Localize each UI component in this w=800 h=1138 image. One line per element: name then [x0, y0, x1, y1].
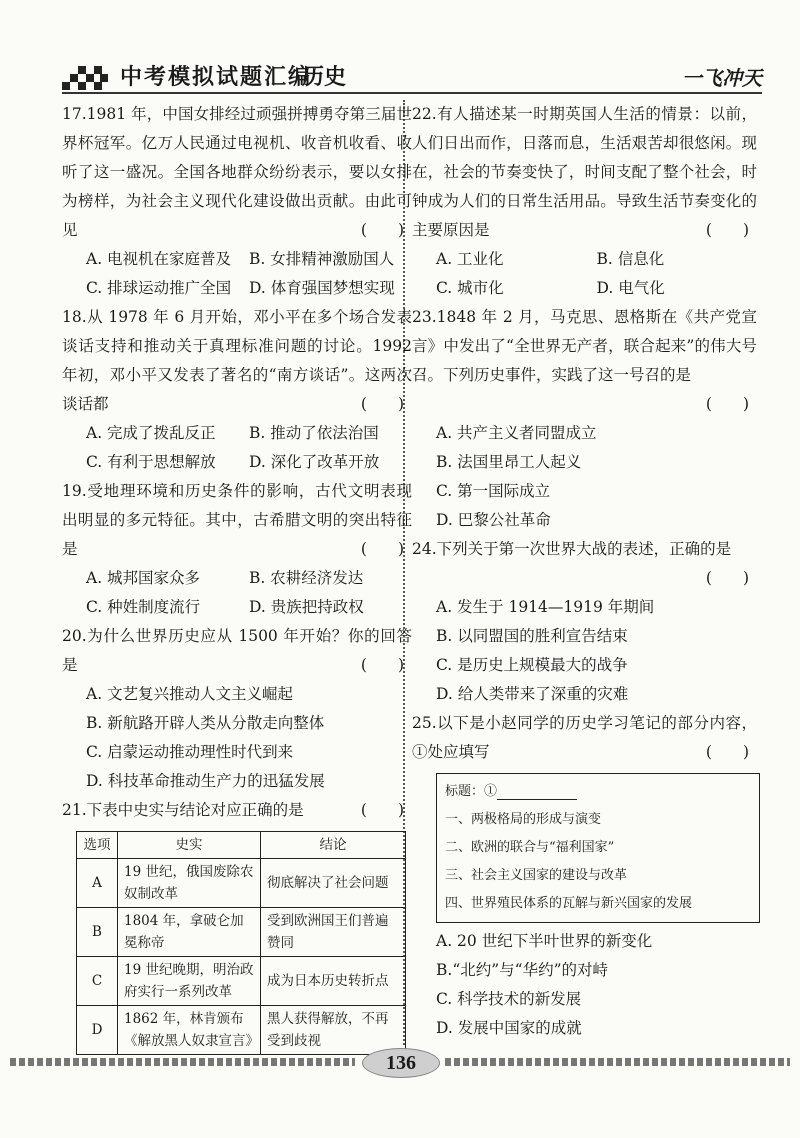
note-line: 二、欧洲的联合与“福利国家” — [445, 840, 615, 855]
table-row — [77, 908, 406, 957]
option-a[interactable]: A. 共产主义者同盟成立 — [436, 424, 597, 442]
option-a[interactable]: A. 20 世纪下半叶世界的新变化 — [436, 932, 653, 950]
table-row — [77, 957, 406, 1006]
option-c[interactable]: C. 城市化 — [436, 279, 504, 297]
answer-paren[interactable]: ( ) — [360, 221, 404, 239]
question-stem: 20.为什么世界历史应从 1500 年开始？你的回答是 ( ) — [62, 622, 412, 680]
column-header: 史实 — [118, 832, 261, 859]
table-cell: B — [77, 908, 118, 957]
answer-paren[interactable]: ( ) — [705, 221, 749, 239]
question-17 — [62, 100, 412, 303]
option-b[interactable]: B. 推动了依法治国 — [249, 424, 379, 442]
table-cell: 1804 年，拿破仑加冕称帝 — [118, 908, 261, 957]
question-stem: 19.受地理环境和历史条件的影响，古代文明表现出明显的多元特征。其中，古希腊文明的突出特征是 ( ) — [62, 477, 412, 564]
subject-title: 历史 — [302, 64, 347, 90]
option-b[interactable]: B. 女排精神激励国人 — [249, 250, 395, 268]
table-cell: C — [77, 957, 118, 1006]
option-a[interactable]: A. 电视机在家庭普及 — [86, 250, 232, 268]
table-cell: A — [77, 859, 118, 908]
footer-pattern — [10, 1058, 355, 1066]
option-d[interactable]: D. 科技革命推动生产力的迅猛发展 — [86, 772, 325, 790]
answer-paren[interactable]: ( ) — [360, 395, 404, 413]
question-stem: 18.从 1978 年 6 月开始，邓小平在多个场合发表谈话支持和推动关于真理标准问题的讨论。1992 年初，邓小平又发表了著名的“南方谈话”。这两次谈话都 ( ) — [62, 303, 412, 419]
brand-logo: 一飞冲天 — [682, 66, 762, 90]
question-stem: 25.以下是小赵同学的历史学习笔记的部分内容，①处应填写 ( ) — [412, 709, 757, 767]
table-cell: 黑人获得解放，不再受到歧视 — [261, 1006, 406, 1055]
question-stem: 17.1981 年，中国女排经过顽强拼搏勇夺第三届世界杯冠军。亿万人民通过电视机、收音机收看、收听了这一盛况。全国各地群众纷纷表示，要以女排为榜样，为社会主义现代化建设做出贡献。由此可见 ( ) — [62, 100, 412, 245]
option-d[interactable]: D. 给人类带来了深重的灾难 — [436, 685, 629, 703]
answer-paren[interactable]: ( ) — [705, 395, 749, 413]
option-b[interactable]: B. 新航路开辟人类从分散走向整体 — [86, 714, 325, 732]
answer-paren[interactable]: ( ) — [360, 540, 404, 558]
option-a[interactable]: A. 城邦国家众多 — [86, 569, 201, 587]
note-line: 一、两极格局的形成与演变 — [445, 812, 602, 827]
option-c[interactable]: C. 科学技术的新发展 — [436, 990, 582, 1008]
option-d[interactable]: D. 贵族把持政权 — [249, 598, 364, 616]
option-b[interactable]: B. 农耕经济发达 — [249, 569, 364, 587]
table-cell: 成为日本历史转折点 — [261, 957, 406, 1006]
question-19 — [62, 477, 412, 622]
table-cell: 1862 年，林肯颁布《解放黑人奴隶宣言》 — [118, 1006, 261, 1055]
question-24 — [412, 535, 757, 709]
option-c[interactable]: C. 第一国际成立 — [436, 482, 551, 500]
option-b[interactable]: B. 信息化 — [596, 250, 665, 268]
option-d[interactable]: D. 发展中国家的成就 — [436, 1019, 582, 1037]
option-c[interactable]: C. 是历史上规模最大的战争 — [436, 656, 628, 674]
option-d[interactable]: D. 电气化 — [596, 279, 665, 297]
table-cell: 彻底解决了社会问题 — [261, 859, 406, 908]
option-a[interactable]: A. 发生于 1914—1919 年期间 — [436, 598, 655, 616]
question-23 — [412, 303, 757, 535]
option-d[interactable]: D. 巴黎公社革命 — [436, 511, 551, 529]
question-18 — [62, 303, 412, 477]
option-c[interactable]: C. 启蒙运动推动理性时代到来 — [86, 743, 294, 761]
note-line: 三、社会主义国家的建设与改革 — [445, 868, 628, 883]
option-a[interactable]: A. 文艺复兴推动人文主义崛起 — [86, 685, 294, 703]
option-c[interactable]: C. 排球运动推广全国 — [86, 279, 232, 297]
footer-pattern — [445, 1058, 790, 1066]
question-20 — [62, 622, 412, 796]
table-cell: 受到欧洲国王们普遍赞同 — [261, 908, 406, 957]
book-title: 中考模拟试题汇编 — [120, 64, 313, 90]
table-cell: D — [77, 1006, 118, 1055]
page-number: 136 — [362, 1048, 440, 1078]
right-column — [412, 100, 757, 1043]
checker-logo-icon — [62, 62, 108, 90]
answer-paren[interactable]: ( ) — [705, 569, 749, 587]
page-footer — [0, 1048, 800, 1078]
question-22 — [412, 100, 757, 303]
question-stem: 21.下表中史实与结论对应正确的是 ( ) — [62, 796, 412, 825]
header-rule — [62, 92, 762, 94]
question-21 — [62, 796, 412, 1055]
option-b[interactable]: B.“北约”与“华约”的对峙 — [436, 961, 609, 979]
option-b[interactable]: B. 以同盟国的胜利宣告结束 — [436, 627, 628, 645]
question-stem: 22.有人描述某一时期英国人生活的情景：以前，人们日出而作，日落而息，生活艰苦却很悠闲。现在，社会的节奏变快了，时间支配了整个社会，时钟成为人们的日常生活用品。导致生活节奏变化的主要原因是 ( ) — [412, 100, 757, 245]
question-stem: 23.1848 年 2 月，马克思、恩格斯在《共产党宣言》中发出了“全世界无产者，联合起来”的伟大号召。下列历史事件，实践了这一号召的是 — [412, 308, 757, 384]
answer-paren[interactable]: ( ) — [360, 801, 404, 819]
note-line: 四、世界殖民体系的瓦解与新兴国家的发展 — [445, 896, 693, 911]
page-header — [62, 58, 762, 94]
left-column — [62, 100, 412, 1055]
option-c[interactable]: C. 有利于思想解放 — [86, 453, 216, 471]
option-b[interactable]: B. 法国里昂工人起义 — [436, 453, 582, 471]
question-stem: 24.下列关于第一次世界大战的表述，正确的是 — [412, 540, 732, 558]
note-title: 标题：① — [445, 778, 751, 806]
column-header: 选项 — [77, 832, 118, 859]
option-c[interactable]: C. 种姓制度流行 — [86, 598, 201, 616]
option-d[interactable]: D. 深化了改革开放 — [249, 453, 380, 471]
table-cell: 19 世纪晚期，明治政府实行一系列改革 — [118, 957, 261, 1006]
question-25 — [412, 709, 757, 1043]
option-d[interactable]: D. 体育强国梦想实现 — [249, 279, 395, 297]
table-row — [77, 859, 406, 908]
option-a[interactable]: A. 工业化 — [436, 250, 504, 268]
table-header-row — [77, 832, 406, 859]
answer-paren[interactable]: ( ) — [360, 656, 404, 674]
answer-paren[interactable]: ( ) — [705, 743, 749, 761]
study-note-box — [436, 773, 760, 923]
facts-table — [76, 831, 406, 1055]
option-a[interactable]: A. 完成了拨乱反正 — [86, 424, 216, 442]
table-cell: 19 世纪，俄国废除农奴制改革 — [118, 859, 261, 908]
column-header: 结论 — [261, 832, 406, 859]
fill-blank[interactable] — [497, 783, 577, 800]
